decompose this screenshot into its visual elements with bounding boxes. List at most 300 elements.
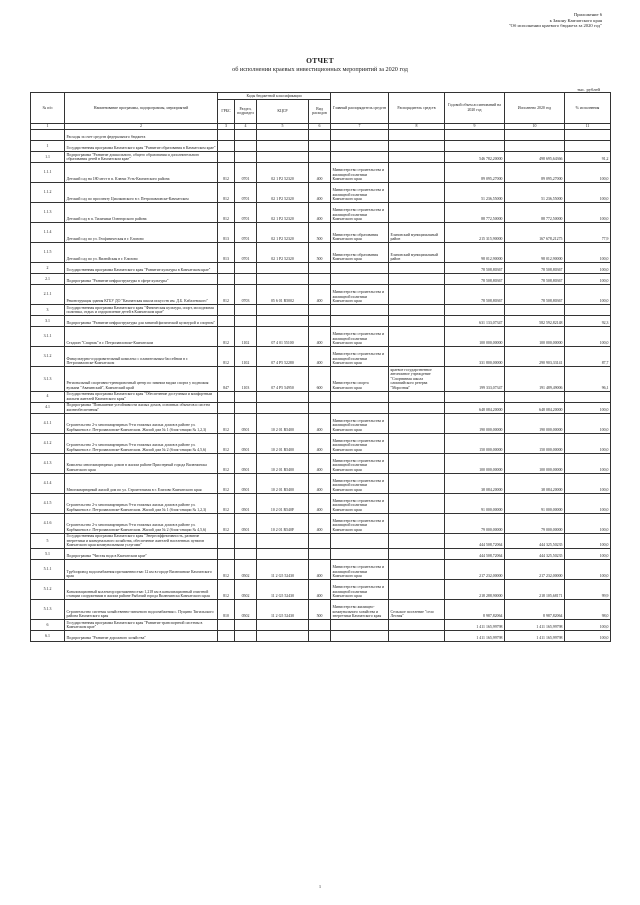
table-row (31, 305, 611, 316)
table-row (31, 316, 611, 327)
row-grbs (218, 549, 235, 560)
row-grbs (218, 152, 235, 163)
row-manager (389, 453, 445, 473)
row-done: 8 987,82064 (505, 600, 565, 620)
row-percent: 92,3 (565, 316, 611, 327)
row-done: 191 489,49006 (505, 367, 565, 392)
row-done: 88 772,50000 (505, 203, 565, 223)
row-grbs: 812 (218, 493, 235, 513)
row-kcsr: 02 1 P2 52320 (257, 183, 309, 203)
row-done: 444 325,50235 (505, 533, 565, 549)
row-chief-manager (331, 274, 389, 285)
row-percent: 87,7 (565, 347, 611, 367)
row-chief-manager: Министерство строительства и жилищной политики Камчатского края (331, 347, 389, 367)
row-name: Государственная программа Камчатского края "Развитие образования в Камчатском крае" (65, 141, 218, 152)
row-kcsr (257, 631, 309, 642)
row-section: 1102 (235, 347, 257, 367)
row-kcsr (257, 305, 309, 316)
row-manager (389, 285, 445, 305)
row-manager (389, 549, 445, 560)
row-percent: 77,9 (565, 223, 611, 243)
row-section: 0501 (235, 493, 257, 513)
row-kcsr: 02 1 P2 52320 (257, 163, 309, 183)
row-percent: 100,0 (565, 549, 611, 560)
row-chief-manager (331, 391, 389, 402)
table-row (31, 327, 611, 347)
row-section (235, 549, 257, 560)
row-grbs: 813 (218, 243, 235, 263)
row-chief-manager: Министерство строительства и жилищной политики Камчатского края (331, 580, 389, 600)
row-expense-type (309, 620, 331, 631)
row-name: Комплекс многоквартирных домов в жилом районе Приозерный города Вилючинска Камчатского края (65, 453, 218, 473)
row-manager (389, 203, 445, 223)
row-kcsr (257, 549, 309, 560)
row-expense-type (309, 141, 331, 152)
row-expense-type: 400 (309, 493, 331, 513)
row-name: Стадион "Спартак" в г. Петропавловске-Камчатском (65, 327, 218, 347)
column-number: 5 (257, 123, 309, 130)
row-percent: 100,0 (565, 433, 611, 453)
row-grbs: 812 (218, 433, 235, 453)
row-chief-manager (331, 263, 389, 274)
row-manager (389, 305, 445, 316)
row-percent (565, 391, 611, 402)
row-section (235, 391, 257, 402)
row-kcsr (257, 130, 309, 141)
row-name: Расходы за счет средств федерального бюджета (65, 130, 218, 141)
row-expense-type: 500 (309, 223, 331, 243)
row-manager (389, 533, 445, 549)
row-expense-type (309, 391, 331, 402)
row-percent: 100,0 (565, 327, 611, 347)
row-name: Детский сад по ул. Вилюйская в г. Елизово (65, 243, 218, 263)
row-kcsr: 02 1 P2 52320 (257, 223, 309, 243)
row-done (505, 391, 565, 402)
row-grbs: 813 (218, 223, 235, 243)
row-grbs: 812 (218, 327, 235, 347)
row-grbs (218, 305, 235, 316)
row-manager (389, 130, 445, 141)
row-number: 3.1.2 (31, 347, 65, 367)
row-grbs (218, 130, 235, 141)
row-name: Физкультурно-оздоровительный комплекс с плавательным бассейном в г. Петропавловске-Камчатском (65, 347, 218, 367)
table-row (31, 493, 611, 513)
row-manager (389, 316, 445, 327)
row-percent: 100,0 (565, 163, 611, 183)
row-chief-manager (331, 305, 389, 316)
row-grbs: 810 (218, 600, 235, 620)
row-kcsr (257, 402, 309, 413)
row-number: 4.1.6 (31, 513, 65, 533)
row-section (235, 263, 257, 274)
row-name: Многоквартирный жилой дом по ул. Строительная в г. Елизово Камчатского края (65, 473, 218, 493)
row-percent (565, 305, 611, 316)
row-percent (565, 130, 611, 141)
row-plan: 8 987,82064 (445, 600, 505, 620)
table-row (31, 367, 611, 392)
row-plan: 648 084,20000 (445, 402, 505, 413)
row-chief-manager: Министерство строительства и жилищной политики Камчатского края (331, 560, 389, 580)
row-done: 78 508,80367 (505, 263, 565, 274)
row-manager (389, 631, 445, 642)
row-number: 6.1 (31, 631, 65, 642)
row-plan: 150 000,00000 (445, 433, 505, 453)
row-number: 3.1.3 (31, 367, 65, 392)
report-title: ОТЧЕТ (306, 56, 334, 65)
row-done: 648 084,20000 (505, 402, 565, 413)
row-grbs: 812 (218, 347, 235, 367)
table-row (31, 285, 611, 305)
row-name: Строительство системы хозяйственно-питьевого водоснабжения с. Пущино Тигильского района Камчатского края (65, 600, 218, 620)
row-done (505, 141, 565, 152)
row-chief-manager (331, 402, 389, 413)
row-kcsr (257, 141, 309, 152)
row-section (235, 152, 257, 163)
table-row (31, 263, 611, 274)
row-chief-manager (331, 130, 389, 141)
row-section: 0701 (235, 243, 257, 263)
row-name: Строительство 2-х многоквартирных 9-ти этажных жилых домов в районе ул. Карбышева в г. Петропавловске-Камчатском. Жилой дом № 2 (блок-секции № 4,5,6) (65, 433, 218, 453)
row-number: 1.1.4 (31, 223, 65, 243)
row-manager (389, 391, 445, 402)
table-row (31, 433, 611, 453)
header-kvr: Вид расходов (309, 99, 331, 123)
table-row (31, 141, 611, 152)
row-name: Государственная программа Камчатского края "Развитие транспортной системы в Камчатском крае" (65, 620, 218, 631)
row-expense-type: 400 (309, 327, 331, 347)
row-grbs (218, 141, 235, 152)
row-name: Подпрограмма "Повышение устойчивости жилых домов, основных объектов и систем жизнеобеспечения" (65, 402, 218, 413)
row-done: 582 592,82148 (505, 316, 565, 327)
row-section (235, 316, 257, 327)
column-number: 6 (309, 123, 331, 130)
table-row (31, 453, 611, 473)
column-number: 2 (65, 123, 218, 130)
row-done: 89 095,27000 (505, 163, 565, 183)
row-done: 78 508,80367 (505, 285, 565, 305)
row-done: 79 000,00000 (505, 513, 565, 533)
row-plan: 51 236,55000 (445, 183, 505, 203)
row-number: 1.1.5 (31, 243, 65, 263)
row-expense-type: 400 (309, 347, 331, 367)
row-chief-manager: Министерство образования Камчатского края (331, 243, 389, 263)
table-row (31, 243, 611, 263)
row-manager (389, 433, 445, 453)
row-plan: 215 315,90000 (445, 223, 505, 243)
row-number: 4 (31, 391, 65, 402)
table-row (31, 513, 611, 533)
row-section: 0502 (235, 600, 257, 620)
row-plan: 331 800,00000 (445, 347, 505, 367)
row-chief-manager: Министерство строительства и жилищной политики Камчатского края (331, 203, 389, 223)
column-number: 9 (445, 123, 505, 130)
column-number: 11 (565, 123, 611, 130)
row-section (235, 141, 257, 152)
row-number: 3 (31, 305, 65, 316)
row-expense-type: 400 (309, 560, 331, 580)
row-name: Подпрограмма "Развитие дошкольного, общего образования и дополнительного образования детей в Камчатском крае" (65, 152, 218, 163)
header-name: Наименование программы, подпрограммы, мероприятий (65, 93, 218, 124)
table-row (31, 631, 611, 642)
table-row (31, 183, 611, 203)
row-manager (389, 560, 445, 580)
row-name: Детский сад на 180 мест в п. Ключи Усть-Камчатского района (65, 163, 218, 183)
row-number: 1.1.2 (31, 183, 65, 203)
row-manager (389, 580, 445, 600)
row-number: 2.1.1 (31, 285, 65, 305)
row-plan: 1 411 165,99798 (445, 620, 505, 631)
row-chief-manager: Министерство строительства и жилищной политики Камчатского края (331, 513, 389, 533)
row-manager (389, 473, 445, 493)
row-grbs: 812 (218, 183, 235, 203)
header-manager: Распорядитель средств (389, 93, 445, 124)
row-section: 0501 (235, 473, 257, 493)
column-number: 1 (31, 123, 65, 130)
row-grbs: 812 (218, 453, 235, 473)
row-plan: 631 133,07347 (445, 316, 505, 327)
row-chief-manager (331, 620, 389, 631)
table-row (31, 580, 611, 600)
row-done: 91 000,00000 (505, 493, 565, 513)
row-number: 5.1 (31, 549, 65, 560)
row-number: 1.1 (31, 152, 65, 163)
row-done: 51 236,55000 (505, 183, 565, 203)
report-subtitle: об исполнении краевых инвестиционных мероприятий за 2020 год (232, 66, 408, 73)
column-number: 4 (235, 123, 257, 130)
row-percent: 100,0 (565, 533, 611, 549)
row-chief-manager: Министерство строительства и жилищной политики Камчатского края (331, 493, 389, 513)
row-number: 4.1.3 (31, 453, 65, 473)
row-manager (389, 141, 445, 152)
row-name: Канализационный коллектор протяженностью 1,218 км в канализационный очистной станции сооружениям в жилом районе Рыбачий города Вилючинска Камчатского края (65, 580, 218, 600)
header-done: Исполнено 2020 год (505, 93, 565, 124)
row-kcsr: 05 6 01 R5002 (257, 285, 309, 305)
table-row (31, 163, 611, 183)
row-section (235, 274, 257, 285)
row-percent: 100,0 (565, 285, 611, 305)
row-section (235, 305, 257, 316)
row-plan: 78 508,80367 (445, 263, 505, 274)
table-row (31, 130, 611, 141)
row-plan (445, 141, 505, 152)
row-name: Подпрограмма "Развитие инфраструктуры в сфере культуры" (65, 274, 218, 285)
column-number: 10 (505, 123, 565, 130)
row-number: 4.1 (31, 402, 65, 413)
row-plan: 91 000,00000 (445, 493, 505, 513)
row-expense-type: 400 (309, 433, 331, 453)
row-section: 0502 (235, 560, 257, 580)
row-expense-type: 400 (309, 473, 331, 493)
table-row (31, 620, 611, 631)
row-chief-manager: Министерство строительства и жилищной политики Камчатского края (331, 327, 389, 347)
row-done (505, 130, 565, 141)
row-kcsr: 07 4 P5 54950 (257, 367, 309, 392)
row-expense-type (309, 263, 331, 274)
row-percent: 100,0 (565, 453, 611, 473)
row-number: 2 (31, 263, 65, 274)
row-grbs: 847 (218, 367, 235, 392)
row-plan: 546 782,20000 (445, 152, 505, 163)
table-row (31, 549, 611, 560)
table-row (31, 274, 611, 285)
row-plan: 88 772,50000 (445, 203, 505, 223)
row-kcsr: 11 2 G5 52430 (257, 580, 309, 600)
row-done: 1 411 165,99798 (505, 620, 565, 631)
header-razdel: Раздел, подраздел (235, 99, 257, 123)
table-row (31, 413, 611, 433)
table-row (31, 560, 611, 580)
row-chief-manager (331, 533, 389, 549)
row-done: 217 232,00000 (505, 560, 565, 580)
row-chief-manager (331, 316, 389, 327)
row-grbs: 812 (218, 285, 235, 305)
row-plan (445, 391, 505, 402)
row-expense-type: 500 (309, 600, 331, 620)
row-kcsr: 10 2 01 R540F (257, 513, 309, 533)
row-grbs (218, 391, 235, 402)
row-section: 0701 (235, 203, 257, 223)
row-percent: 100,0 (565, 203, 611, 223)
row-done: 150 000,00000 (505, 433, 565, 453)
row-kcsr: 02 1 P2 52320 (257, 203, 309, 223)
row-kcsr: 02 1 P2 52320 (257, 243, 309, 263)
column-number: 3 (218, 123, 235, 130)
row-manager (389, 163, 445, 183)
header-codes-group: Коды бюджетной классификации (218, 93, 331, 100)
row-grbs: 812 (218, 513, 235, 533)
row-section: 0501 (235, 513, 257, 533)
row-chief-manager: Министерство строительства и жилищной политики Камчатского края (331, 473, 389, 493)
row-manager: Сельское поселение "село Лесная" (389, 600, 445, 620)
row-section: 1103 (235, 367, 257, 392)
row-done: 167 678,21275 (505, 223, 565, 243)
header-pct: % исполнения (565, 93, 611, 124)
row-number: 1.1.1 (31, 163, 65, 183)
row-number: 5.1.1 (31, 560, 65, 580)
row-grbs: 812 (218, 580, 235, 600)
column-number: 7 (331, 123, 389, 130)
row-chief-manager: Министерство строительства и жилищной политики Камчатского края (331, 163, 389, 183)
row-chief-manager: Министерство жилищно-коммунального хозяйства и энергетики Камчатского края (331, 600, 389, 620)
row-manager (389, 413, 445, 433)
row-section: 0701 (235, 183, 257, 203)
row-section: 0501 (235, 433, 257, 453)
row-percent: 96,1 (565, 367, 611, 392)
row-name: Государственная программа Камчатского края "Физическая культура, спорт, молодежная политика, отдых и оздоровление детей в Камчатском крае" (65, 305, 218, 316)
row-expense-type (309, 533, 331, 549)
row-manager: краевое государственное автономное учреждение "Спортивная школа олимпийского резерва "Морозная" (389, 367, 445, 392)
row-grbs (218, 402, 235, 413)
row-expense-type: 400 (309, 453, 331, 473)
table-row (31, 223, 611, 243)
row-section (235, 620, 257, 631)
row-percent: 100,0 (565, 243, 611, 263)
row-manager (389, 347, 445, 367)
row-expense-type (309, 305, 331, 316)
row-number: 3.1.1 (31, 327, 65, 347)
row-manager (389, 152, 445, 163)
row-kcsr: 10 2 01 R540F (257, 493, 309, 513)
row-kcsr: 10 2 01 R5400 (257, 473, 309, 493)
header-grbs: ГРБС (218, 99, 235, 123)
page-number: 1 (318, 884, 322, 889)
row-manager (389, 274, 445, 285)
row-name: Трубопровод водоснабжения протяженностью 12 км в городе Вилючинске Камчатского края (65, 560, 218, 580)
row-plan: 38 084,20000 (445, 473, 505, 493)
row-expense-type: 400 (309, 513, 331, 533)
row-plan: 89 095,27000 (445, 163, 505, 183)
row-done (505, 305, 565, 316)
row-chief-manager (331, 631, 389, 642)
row-percent: 91,2 (565, 152, 611, 163)
row-section (235, 631, 257, 642)
row-manager (389, 620, 445, 631)
row-expense-type: 600 (309, 367, 331, 392)
row-plan: 190 000,00000 (445, 413, 505, 433)
row-done: 98 012,90000 (505, 243, 565, 263)
row-percent: 100,0 (565, 631, 611, 642)
row-section (235, 533, 257, 549)
row-number: 1 (31, 141, 65, 152)
row-section: 0703 (235, 285, 257, 305)
row-done: 1 411 165,99798 (505, 631, 565, 642)
row-name: Детский сад по проспекту Циолковского в г. Петропавловске-Камчатском (65, 183, 218, 203)
row-expense-type (309, 130, 331, 141)
row-percent: 100,0 (565, 413, 611, 433)
row-done: 290 903,33141 (505, 347, 565, 367)
row-done: 100 000,00000 (505, 327, 565, 347)
header-chief-manager: Главный распорядитель средств (331, 93, 389, 124)
row-grbs (218, 316, 235, 327)
row-percent: 98,0 (565, 600, 611, 620)
row-number: 4.1.2 (31, 433, 65, 453)
row-number: 4.1.4 (31, 473, 65, 493)
row-expense-type (309, 631, 331, 642)
row-percent: 100,0 (565, 263, 611, 274)
row-name: Строительство 2-х многоквартирных 9-ти этажных жилых домов в районе ул. Карбышева в г. Петропавловске-Камчатском. Жилой дом № 2 (блок-секции № 4,5,6) (65, 513, 218, 533)
row-kcsr (257, 274, 309, 285)
row-expense-type (309, 152, 331, 163)
report-body (31, 130, 611, 642)
row-chief-manager (331, 152, 389, 163)
row-expense-type (309, 549, 331, 560)
row-plan: 78 508,80367 (445, 285, 505, 305)
row-kcsr: 11 2 G5 52430 (257, 560, 309, 580)
row-chief-manager: Министерство строительства и жилищной политики Камчатского края (331, 183, 389, 203)
appendix-note (382, 12, 602, 29)
row-chief-manager: Министерство строительства и жилищной политики Камчатского края (331, 285, 389, 305)
row-grbs (218, 263, 235, 274)
row-name: Детский сад по ул. Геофизическая в г. Елизово (65, 223, 218, 243)
table-row (31, 203, 611, 223)
row-grbs: 812 (218, 203, 235, 223)
row-kcsr (257, 620, 309, 631)
row-grbs: 812 (218, 413, 235, 433)
row-grbs: 812 (218, 560, 235, 580)
row-grbs: 812 (218, 473, 235, 493)
table-row (31, 473, 611, 493)
appendix-line-3: "Об исполнении краевого бюджета за 2020 год" (508, 23, 602, 29)
row-plan (445, 130, 505, 141)
row-done: 218 105,68171 (505, 580, 565, 600)
row-kcsr: 07 4 01 55100 (257, 327, 309, 347)
row-percent: 100,0 (565, 473, 611, 493)
row-done: 78 508,80367 (505, 274, 565, 285)
appendix-line-2: к Закону Камчатского края (549, 17, 602, 23)
row-section: 0501 (235, 413, 257, 433)
row-percent (565, 141, 611, 152)
row-percent: 100,0 (565, 274, 611, 285)
